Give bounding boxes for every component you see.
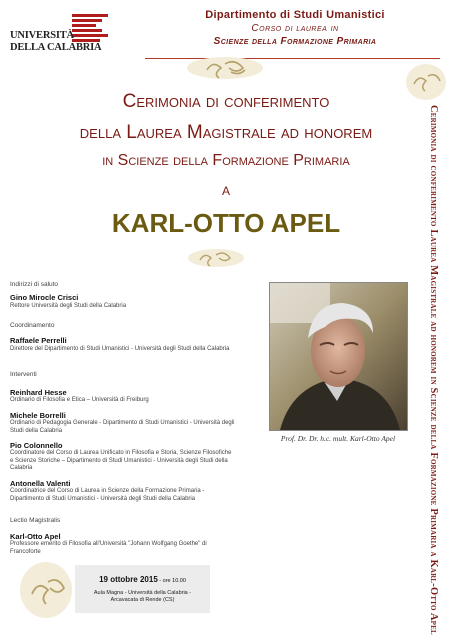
venue-line2: Arcavacata di Rende (CS) (110, 597, 175, 603)
title-line1: Cerimonia di conferimento (122, 91, 330, 112)
ornament-top-icon (185, 54, 265, 82)
talk2-name: Michele Borrelli (10, 411, 66, 420)
greetings-label: Indirizzi di saluto (10, 281, 59, 288)
venue-line1: Aula Magna - Università della Calabria - (93, 590, 192, 596)
title-line4: a (221, 180, 230, 199)
ornament-middle-icon (186, 247, 246, 269)
event-venue (75, 590, 210, 604)
department-name: Dipartimento di Studi Umanistici (205, 9, 385, 21)
title-line3: in Scienze della Formazione Primaria (102, 152, 350, 169)
talk4-desc: Coordinatrice del Corso di Laurea in Scienze della Formazione Primaria - Dipartimento di Studi Umanistici - Università degli Studi della Calabria (10, 488, 205, 502)
honoree-name: KARL-OTTO APEL (111, 208, 341, 238)
course-line2: Scienze della Formazione Primaria (213, 36, 377, 47)
course-line1: Corso di laurea in (251, 23, 339, 34)
talk1-desc: Ordinario di Filosofia e Etica – Università di Freiburg (10, 397, 149, 403)
event-time: - ore 10.00 (157, 578, 186, 584)
talks-label: Interventi (10, 371, 37, 378)
coordination-desc: Direttore del Dipartimento di Studi Umanistici - Università degli Studi della Calabria (10, 346, 230, 352)
title-line2: della Laurea Magistrale ad honorem (79, 122, 373, 143)
coordination-name: Raffaele Perrelli (10, 336, 67, 345)
sidebar-text: Cerimonia di conferimento Laurea Magistrale ad honorem in Scienze della Formazione Primaria a Karl-Otto Apel (428, 105, 439, 635)
logo-stripes-icon (72, 14, 108, 44)
lecture-name: Karl-Otto Apel (10, 532, 61, 541)
greetings-desc: Rettore Università degli Studi della Calabria (10, 303, 127, 309)
university-logo (10, 8, 110, 53)
coordination-label: Coordinamento (10, 322, 55, 329)
talk3-desc: Coordinatore del Corso di Laurea Unificato in Filosofia e Storia, Scienze Filosofiche e Scienze Storiche – Dipartimento di Studi Umanistici - Università degli Studi della Calabria (10, 450, 232, 471)
event-date: 19 ottobre 2015 (99, 575, 158, 584)
honoree-photo (269, 282, 408, 431)
photo-caption: Prof. Dr. Dr. h.c. mult. Karl-Otto Apel (280, 434, 396, 443)
lecture-desc: Professore emerito di Filosofia all'Università "Johann Wolfgang Goethe" di Francoforte (10, 541, 207, 555)
talk2-desc: Ordinario di Pedagogia Generale - Dipartimento di Studi Umanistici - Università degli Studi della Calabria (10, 420, 235, 434)
ornament-bottom-left-icon (18, 560, 74, 620)
portrait-image (270, 283, 407, 430)
talk1-name: Reinhard Hesse (10, 388, 67, 397)
logo-text-line1: UNIVERSITÀ (10, 30, 74, 41)
logo-text-line2: DELLA CALABRIA (10, 42, 102, 53)
talk4-name: Antonella Valenti (10, 479, 71, 488)
talk3-name: Pio Colonnello (10, 441, 63, 450)
greetings-name: Gino Mirocle Crisci (10, 293, 79, 302)
event-info-box (75, 565, 210, 613)
event-date-line (75, 575, 210, 584)
lecture-label: Lectio Magistralis (10, 517, 61, 524)
sidebar-vertical-title (427, 105, 449, 640)
